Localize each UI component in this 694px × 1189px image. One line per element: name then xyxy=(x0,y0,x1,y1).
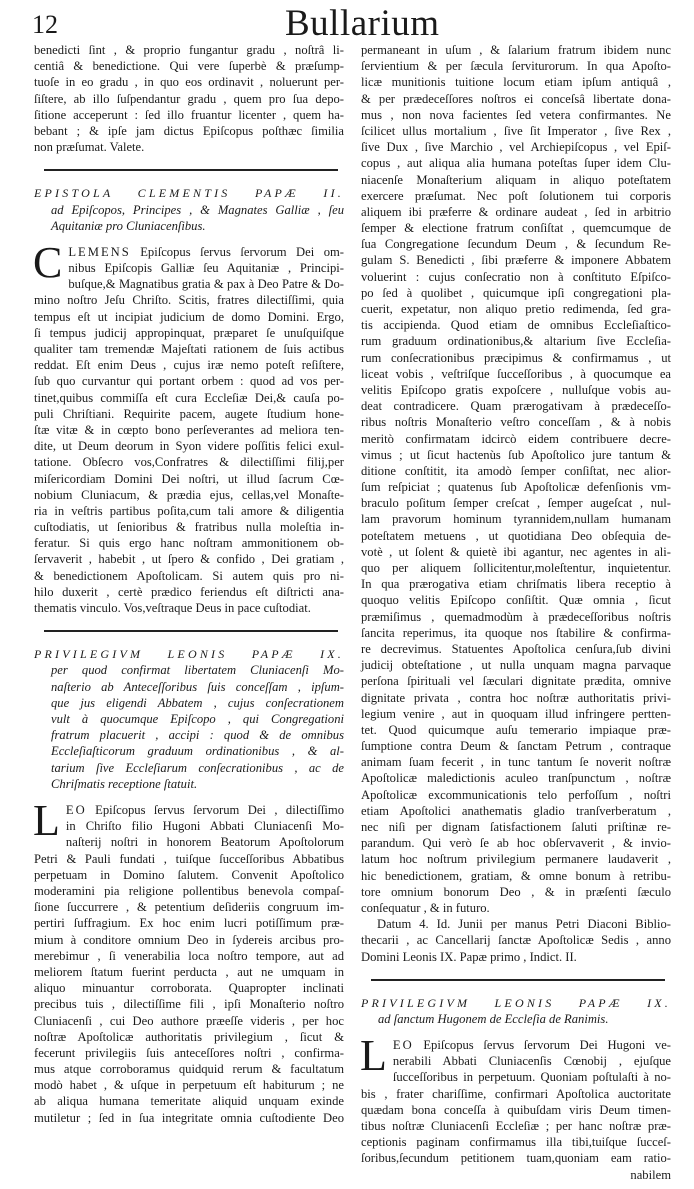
text-line: po ſed à quolibet , quicumque ipſi congregationi pla- xyxy=(361,285,671,300)
section-heading-epistola-clementis xyxy=(34,185,344,234)
section-divider xyxy=(371,979,665,981)
text-line: deat contradicere. Quam prærogativam à prædeceſſo- xyxy=(361,399,671,414)
drop-cap: L xyxy=(33,796,60,846)
text-line: centiâ & benedictione. Qui vere ſuperbè & præſump- xyxy=(34,59,344,74)
privilege-body-ranimis xyxy=(360,1031,671,1167)
heading-subtitle-line: fratrum placuerit , accipi : quod & de omnibus xyxy=(51,728,344,743)
text-line: cuſtodiatis, ut ſenioribus & fratribus nulla moleſtia in- xyxy=(34,520,344,535)
text-line: vimus ; ut ſicut hactenùs ſub Apoſtolico jure tantum & xyxy=(361,447,671,462)
text-line: dignitate privata , contra hoc noſtræ authoritatis privi- xyxy=(361,690,671,705)
text-line: ditione conſtitit, ita amodò ſemper conſiſtat, nec alior- xyxy=(361,463,671,478)
text-line xyxy=(34,802,344,818)
text-line: rum conſecrationibus præcipimus & confirmamus , ut xyxy=(361,350,671,365)
text-line: fecerunt privilegiis ſuis anteceſſores noſtri , confirma- xyxy=(34,1045,344,1060)
text-line: ſoribus,ſecundum petitionem tuam,quoniam eam ratio- xyxy=(361,1151,671,1166)
heading-title: PRIVILEGIVM LEONIS PAPÆ IX. xyxy=(34,647,344,662)
text-line: nibus Epiſcopis Galliæ ſeu Aquitaniæ , Principi- xyxy=(68,261,344,276)
text-line: Domini Leonis IX. Papæ primo , Indict. II. xyxy=(361,949,577,964)
text-line: ceptionis paginam confirmamus illa tibi,tuiſque ſucceſ- xyxy=(361,1135,671,1150)
text-line: aliquo minuantur corroborata. Quapropter inclinati xyxy=(34,981,344,996)
text-line: meritò confirmatam idcircò eidem contribuere decre- xyxy=(361,431,671,446)
text-line: ſemper & electione fratrum conſiſtat , quemcumque de xyxy=(361,221,671,236)
text-line: ſervientium & per ſæcula ſerviturorum. In qua Apoſto- xyxy=(361,59,671,74)
text-line: ſub quo curvantur qui portant orbem : quod ad vos per- xyxy=(34,374,344,389)
text-line: feratur. Si quis ergo hanc noſtram ammonitionem ob- xyxy=(34,536,344,551)
text-line: bis , frater chariſſime, confirmari Apoſtolica auctoritate xyxy=(361,1086,671,1101)
text-line: ſum reſpiciat ; quatenus ſub Apoſtolicæ defenſionis vm- xyxy=(361,480,671,495)
text-line: ſucceſſoribus in perpetuum. Quoniam poſtulaſti à no- xyxy=(392,1070,671,1085)
text-line: licæ munitionis tuitione locum etiam ipſum antiquâ , xyxy=(361,75,671,90)
text-line: naſterij noſtri in honorem Beatorum Apoſtolorum xyxy=(65,835,344,850)
text-line: In qua prærogativa etiam chriſmatis libera receptio à xyxy=(361,577,671,592)
text-line: exercere præſumat. Nec poſt ſolutionem tui corporis xyxy=(361,188,671,203)
catchword: nabilem xyxy=(630,1167,671,1182)
text-line: ſumptione contra Deum & ſanctam Petrum , contraque xyxy=(361,739,671,754)
text-line: tatione. Obſecro vos,Confratres & dilectiſſimi filij,per xyxy=(34,455,344,470)
section-divider xyxy=(44,169,338,171)
text-line: ribus noſtris Monaſterio veſtro conceſſam , & à nobis xyxy=(361,415,671,430)
text-line: parandum. Qui verò ſe ab hoc obſervaverit , & invio- xyxy=(361,836,671,851)
text-line: ſervaverit , habebit , ut ſpero & confido , Dei gratiam , xyxy=(34,552,344,567)
text-line: ab aliqua humana temeritate aliquid unquam exinde xyxy=(34,1094,344,1109)
text-line: quoquo velitis Epiſcopo conſiſtit. Quæ omnia , ſicut xyxy=(361,593,671,608)
drop-cap: C xyxy=(33,237,63,287)
text-line: ſi tempus judicij appropinquat, præparet ſe unuſquiſque xyxy=(34,325,344,340)
privilege-body-leonis xyxy=(33,796,344,1126)
text-line: etiam Apoſtolici anathematis gladio tranſverberatum , xyxy=(361,803,671,818)
text-line: tore omnium bonorum Deo , & in præſenti ſæculo xyxy=(361,884,671,899)
text-line: niacenſe Monaſterium aliquam in aliquo poteſtatem xyxy=(361,172,671,187)
text-line: in Chriſto filio Hugoni Abbati Cluniacenſi Mo- xyxy=(65,819,344,834)
text-line: nerabili Abbati Cluniacenſis Cœnobij , ejuſque xyxy=(392,1054,671,1069)
text-line: perpetuam in Domino ſalutem. Convenit Apoſtolico xyxy=(34,867,344,882)
text-line: Cluniacenſi , cui Deo authore præeſſe videris , per hoc xyxy=(34,1013,344,1028)
right-column xyxy=(361,42,671,1183)
text-line: ſcilicet ullus mortalium , ſive ſit Imperator , ſive Rex , xyxy=(361,123,671,138)
left-column xyxy=(34,42,344,1126)
text-line: quædam bona conceſſa à quibuſdam viris Deum timen- xyxy=(361,1102,671,1117)
text-line: merebimur , ſi venerabilia loca noſtro tempore, aut ad xyxy=(34,948,344,963)
heading-subtitle-line: Aquitaniæ pro Cluniacenſibus. xyxy=(51,218,206,233)
text-line: permaneant in uſum , & ſalarium fratrum ibidem nunc xyxy=(361,43,671,57)
text-line: voluerint : cujus conſecratio non à conſtituto Eſpiſco- xyxy=(361,269,671,284)
text-line: mino noſtro Jeſu Chriſto. Scitis, fratres dilectiſſimi, quia xyxy=(34,293,344,308)
text-line: legium venire , aut in quoquam illud infringere pertten- xyxy=(361,706,671,721)
text-line: nobium Cluniacum, & prædia ejus, cellas,vel Monaſte- xyxy=(34,487,344,502)
text-line: Datum 4. Id. Junii per manus Petri Diaconi Biblio- xyxy=(377,917,671,932)
text-line: noſtræ Apoſtolicæ authoritatis privilegium , ſicut & xyxy=(34,1029,344,1044)
heading-title: PRIVILEGIVM LEONIS PAPÆ IX. xyxy=(361,995,671,1010)
text-line: Petri & Pauli fundati , tuiſque ſucceſſoribus Abbatibus xyxy=(34,851,344,866)
text-line-rest: Epiſcopus ſervus ſervorum Dei Hugoni ve- xyxy=(423,1038,671,1053)
text-line: buſque,& Magnatibus gratia & pax à Deo Patre & Do- xyxy=(68,277,344,292)
text-line: thematis vinculo. Vos,veſtraque Deus in pace cuſtodiat. xyxy=(34,601,311,616)
text-line: conſequatur , & in futuro. xyxy=(361,900,490,915)
opening-word: LEMENS xyxy=(68,244,131,259)
text-line xyxy=(34,244,344,260)
text-line: ria in veſtris partibus poſita,cum tali amore & diligentia xyxy=(34,503,344,518)
text-line: rum graduum ordinationibus,& altarium ſive Eccleſia- xyxy=(361,334,671,349)
text-line: ſione ſuccurrere , & petentium deſideriis congruum im- xyxy=(34,900,344,915)
text-line: tibus noſtræ Cluniacenſi Eccleſiæ ; per hanc noſtræ præ- xyxy=(361,1119,671,1134)
text-line: dite, ut Deum deorum in Syon videre poſſitis felici exul- xyxy=(34,439,344,454)
text-line-rest: Epiſcopus ſervus ſervorum Dei , dilectiſſimo xyxy=(95,803,344,818)
text-line: non præſumat. Valete. xyxy=(34,140,145,155)
text-line: ſitione acceperunt : ſed illo fruantur licenter , quem ha- xyxy=(34,107,344,122)
letter-body-clementis xyxy=(33,237,344,616)
text-line: tet. Quod quicumque auſu temerario impiaque præ- xyxy=(361,722,671,737)
text-line: tempus eſt ut incipiat judicium de domo Domini. Ergo, xyxy=(34,309,344,324)
text-line: miſericordiam Domini Dei noſtri, ut illud ſacrum Cœ- xyxy=(34,471,344,486)
text-line: præmiſimus , quemadmodùm à prædeceſſoribus noſtris xyxy=(361,609,671,624)
text-line: modò habet , & uſque in perpetuum eſt habiturum ; ne xyxy=(34,1078,344,1093)
heading-subtitle-line: que jus eligendi Abbatem , cujus conſecrationem xyxy=(51,695,344,710)
heading-subtitle-line: per quod confirmat libertatem Cluniacenſi Mo- xyxy=(51,663,344,678)
text-line: bebant ; & ipſe jam dictus Epiſcopus poſthæc ſimilia xyxy=(34,123,344,138)
text-line: gulam S. Benedicti , ſibi præferre & imponere Abbatem xyxy=(361,253,671,268)
heading-subtitle-line: naſterio ab Anteceſſoribus ſuis conceſſam , ipſum- xyxy=(51,679,344,694)
text-line: ſua Congregatione ſecundum Deum , & ſecundum Re- xyxy=(361,237,671,252)
text-line: & per prædeceſſores noſtros ei conceſsâ libertate dona- xyxy=(361,91,671,106)
text-line-rest: Epiſcopus ſervus ſervorum Dei om- xyxy=(140,244,344,259)
drop-cap: L xyxy=(360,1031,387,1081)
page-number: 12 xyxy=(32,10,58,39)
text-line: liceat vobis , veſtriſque ſucceſſoribus , à quocumque ea xyxy=(361,366,671,381)
text-line: lam pravorum hominum tyrannidem,nullam humanam xyxy=(361,512,671,527)
text-line: tis accipienda. Quod etiam de omnibus Eccleſiaſtico- xyxy=(361,318,671,333)
text-line: ſiſtere, ab illo ſuſpendantur gradu , quem pro ſua depo- xyxy=(34,91,344,106)
text-line xyxy=(361,1037,671,1053)
dating-clause xyxy=(361,916,671,965)
text-line: mutiletur ; ſed in ſua integritate omnia cuſtodiente Deo xyxy=(34,1110,344,1125)
text-line: poteſtatem metuens , ut quotidiana Deo obſequia de- xyxy=(361,528,671,543)
text-line: quo per aliquem ſollicitentur,moleſtentur, inquietentur. xyxy=(361,561,671,575)
heading-subtitle-line: tarium ſive Eccleſiarum conſecrationibus , ac de xyxy=(51,760,344,775)
text-line: braculo poſitum ſemper creſcat , ſemper augeſcat , nul- xyxy=(361,496,671,511)
text-line: mus , non nova facientes ſed vetera confirmantes. Ne xyxy=(361,107,671,122)
heading-subtitle-line: ad Epiſcopos, Principes , & Magnates Galliæ , ſeu xyxy=(51,202,344,217)
text-line: ſive Dux , ſive Marchio , vel Archiepiſcopus , vel Epiſ- xyxy=(361,140,671,155)
text-line: velitis Epiſcopo gratis expoſcere , nulluſque vobis au- xyxy=(361,382,671,397)
text-line: benedicti ſint , & proprio fungantur gradu , noſtrâ li- xyxy=(34,43,344,57)
text-line: meliorem ſtatum fuerint perducta , aut ne umquam in xyxy=(34,964,344,979)
text-line: ſtæ vitæ & in cœpto bono perſeverantes ad meliora ten- xyxy=(34,422,344,437)
text-line: moderamini pia religione pollentibus benevola compaſ- xyxy=(34,884,344,898)
heading-subtitle-line: ad ſanctum Hugonem de Eccleſia de Ranimis. xyxy=(378,1011,609,1026)
text-line: re decrevimus. Statuentes Apoſtolica cenſura,ſub divini xyxy=(361,641,671,656)
opening-word: EO xyxy=(65,803,87,818)
running-title: Bullarium xyxy=(285,3,440,44)
heading-subtitle-line: vult à quocumque Epiſcopo , qui Congregationi xyxy=(51,712,344,727)
section-heading-privilegium-leonis xyxy=(34,646,344,792)
section-heading-privilegium-leonis-ranimis xyxy=(361,995,671,1027)
text-line: tuoſe in eo gradu , in quo eos ordinavit , noluerunt per- xyxy=(34,75,344,90)
heading-subtitle-line: Eccleſiaſticorum graduum ordinationibus , & al- xyxy=(51,744,344,759)
text-line: judicij obteſtatione , ut nulla unquam magna parvaque xyxy=(361,658,671,673)
text-line: thecarii , ac Cancellarij ſanctæ Apoſtolicæ Sedis , anno xyxy=(361,933,671,948)
text-line: Apoſtolicæ maledictionis aculeo tranſpunctum , noſtræ xyxy=(361,771,671,786)
opening-word: EO xyxy=(392,1038,414,1053)
text-line: & benedictionem Apoſtolicam. Si autem quis pro ni- xyxy=(34,568,344,583)
heading-title: EPISTOLA CLEMENTIS PAPÆ II. xyxy=(34,186,344,201)
text-line: latum hoc noſtrum privilegium permanere laudaverit , xyxy=(361,852,671,867)
text-line: hic benedictionem, gratiam, & omne bonum à retribu- xyxy=(361,868,671,883)
text-line: nec niſi per dignam ſatisfactionem ſaluti priſtinæ re- xyxy=(361,820,671,834)
text-line: mus atque corroboramus quidquid rerum & facultatum xyxy=(34,1062,344,1077)
text-line: mium à conditore omnium Deo in ſydereis arcibus pro- xyxy=(34,932,344,947)
text-line: puli Chriſtiani. Requirite pacem, augete ſtudium hone- xyxy=(34,406,344,421)
text-line: copus , aut aliqua alia humana poteſtas ſuper idem Clu- xyxy=(361,156,671,171)
continuation-text xyxy=(34,42,344,155)
heading-subtitle-line: Chriſmatis receptione ſtatuit. xyxy=(51,776,198,791)
text-line: aliquem ibi præferre & ordinare audeat , ſed in arbitrio xyxy=(361,204,671,219)
text-line: reddat. Eſt enim Deus , cujus iræ nemo poteſt reſiſtere, xyxy=(34,358,344,373)
text-line: perſona ſpirituali vel ſæculari dignitate prædita, omnive xyxy=(361,674,671,689)
text-line: hilo duxerit , certè prædico feriendus eſt diſtricti ana- xyxy=(34,584,344,599)
text-line: ſancita reperimus, ita quoque nos ſtabilire & confirma- xyxy=(361,625,671,640)
text-line: pertiri ſuffragium. Ex hoc enim lucri potiſſimum præ- xyxy=(34,916,344,931)
continuation-text xyxy=(361,42,671,916)
text-line: votè , ut ſolent & quietè ibi agantur, nec agentes in ali- xyxy=(361,544,671,559)
section-divider xyxy=(44,630,338,632)
text-line: precibus tuis , dilectiſſime fili , ipſi Monaſterio noſtro xyxy=(34,997,344,1012)
text-line: tinet,quibus commiſſa eſt cura Eccleſiæ Dei,& cauſa po- xyxy=(34,390,344,405)
text-line: cuerit, expetatur, non aliquo pretio redimenda, ſed gra- xyxy=(361,302,671,316)
text-line: qualiter tam tremendæ Majeſtati rationem de ſuis actibus xyxy=(34,342,344,357)
text-line: Apoſtolicæ excommunicationis telo perfoſſum , noſtri xyxy=(361,787,671,802)
text-line: animam ſuam fecerit , in tunc tantum ſe noverit noſtræ xyxy=(361,755,671,770)
